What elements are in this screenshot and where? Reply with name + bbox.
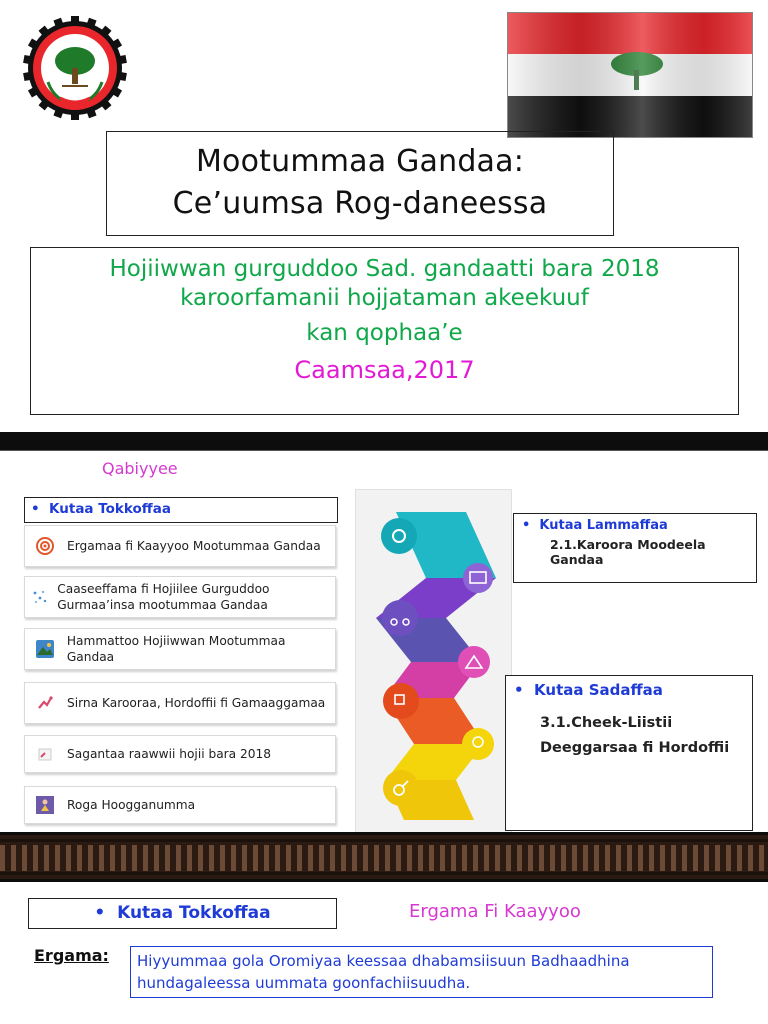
toc-item-label: Roga Hoogganumma [67, 798, 196, 812]
contents-heading: Qabiyyee [102, 459, 178, 478]
section-1-title: Kutaa Tokkoffaa [49, 501, 171, 517]
bottom-section-heading [28, 898, 337, 929]
infographic-panel [355, 489, 512, 833]
toc-item-6[interactable] [24, 786, 336, 824]
cog-tooth [23, 55, 34, 65]
subtitle-line-2: karoorfamanii hojjataman akeekuuf [180, 285, 589, 311]
ergama-label: Ergama: [34, 946, 109, 965]
subtitle-box [30, 247, 739, 415]
puzzle-icon [383, 683, 419, 719]
section-3-title: Kutaa Sadaffaa [534, 681, 663, 699]
presentation-icon [463, 563, 493, 593]
landscape-icon [31, 639, 59, 659]
cog-tooth [71, 110, 79, 120]
ergama-text: Hiyyummaa gola Oromiyaa keessaa dhabamsiisuun Badhaadhina hundagaleessa uummata goonfachiisuudha. [130, 946, 713, 998]
cog-tooth [116, 71, 127, 81]
toc-item-4[interactable] [24, 682, 336, 724]
oromia-flag [507, 12, 753, 138]
cog-tooth [116, 55, 127, 65]
divider-band-top [0, 432, 768, 450]
cog-tooth [23, 71, 34, 81]
bullet: • [522, 518, 540, 533]
toc-item-5[interactable] [24, 735, 336, 773]
section-2-heading [522, 518, 748, 533]
party-logo [22, 16, 128, 120]
growth-icon [458, 646, 490, 678]
search-icon [383, 770, 419, 806]
chart-icon [31, 694, 59, 712]
bullet: • [94, 903, 118, 923]
network-icon [31, 588, 49, 606]
section-2-box [513, 513, 757, 583]
infographic-ribbon [356, 490, 512, 833]
gears-icon [381, 518, 417, 554]
schedule-icon [31, 745, 59, 763]
band-stripes [0, 845, 768, 871]
bottom-heading: Ergama Fi Kaayyoo [409, 901, 581, 922]
toc-item-2[interactable] [24, 576, 336, 618]
section-3-heading [514, 681, 744, 699]
toc-item-label: Sagantaa raawwii hojii bara 2018 [67, 747, 272, 761]
toc-item-1[interactable] [24, 525, 336, 567]
toc-item-label: Hammattoo Hojiiwwan Mootummaa Gandaa [66, 634, 286, 664]
section-1-heading [24, 497, 338, 523]
subtitle-line-1: Hojiiwwan gurguddoo Sad. gandaatti bara 2018 [109, 256, 660, 282]
title-line-1: Mootummaa Gandaa: [195, 144, 525, 179]
subtitle-date: Caamsaa,2017 [294, 356, 475, 384]
toc-item-3[interactable] [24, 628, 336, 670]
lightbulb-icon [462, 728, 494, 760]
bullet: • [514, 681, 535, 699]
band-line [0, 872, 768, 875]
band-line [0, 839, 768, 842]
bullet: • [31, 501, 50, 517]
target-icon [31, 537, 59, 555]
title-line-2: Ce’uumsa Rog-daneessa [172, 186, 548, 221]
section-3-box [505, 675, 753, 831]
leader-icon [31, 795, 59, 815]
divider-band-mid [0, 832, 768, 882]
divider-line [0, 450, 768, 451]
section-2-title: Kutaa Lammaffaa [539, 518, 668, 533]
toc-item-label: Caaseeffama fi Hojiilee Gurguddoo Gurmaa’insa mootummaa Gandaa [57, 582, 270, 612]
team-icon [382, 600, 418, 636]
toc-item-label: Sirna Karooraa, Hordoffii fi Gamaaggamaa [67, 696, 326, 710]
bottom-section-title: Kutaa Tokkoffaa [117, 903, 271, 923]
cog-tooth [71, 16, 79, 26]
section-3-item[interactable]: 3.1.Cheek-Liistii Deeggarsaa fi Hordoffii [540, 715, 730, 756]
title-box [106, 131, 614, 236]
section-2-item[interactable]: 2.1.Karoora Moodeela Gandaa [550, 537, 706, 567]
toc-item-label: Ergamaa fi Kaayyoo Mootummaa Gandaa [67, 539, 321, 553]
subtitle-line-3: kan qophaa’e [306, 320, 463, 346]
